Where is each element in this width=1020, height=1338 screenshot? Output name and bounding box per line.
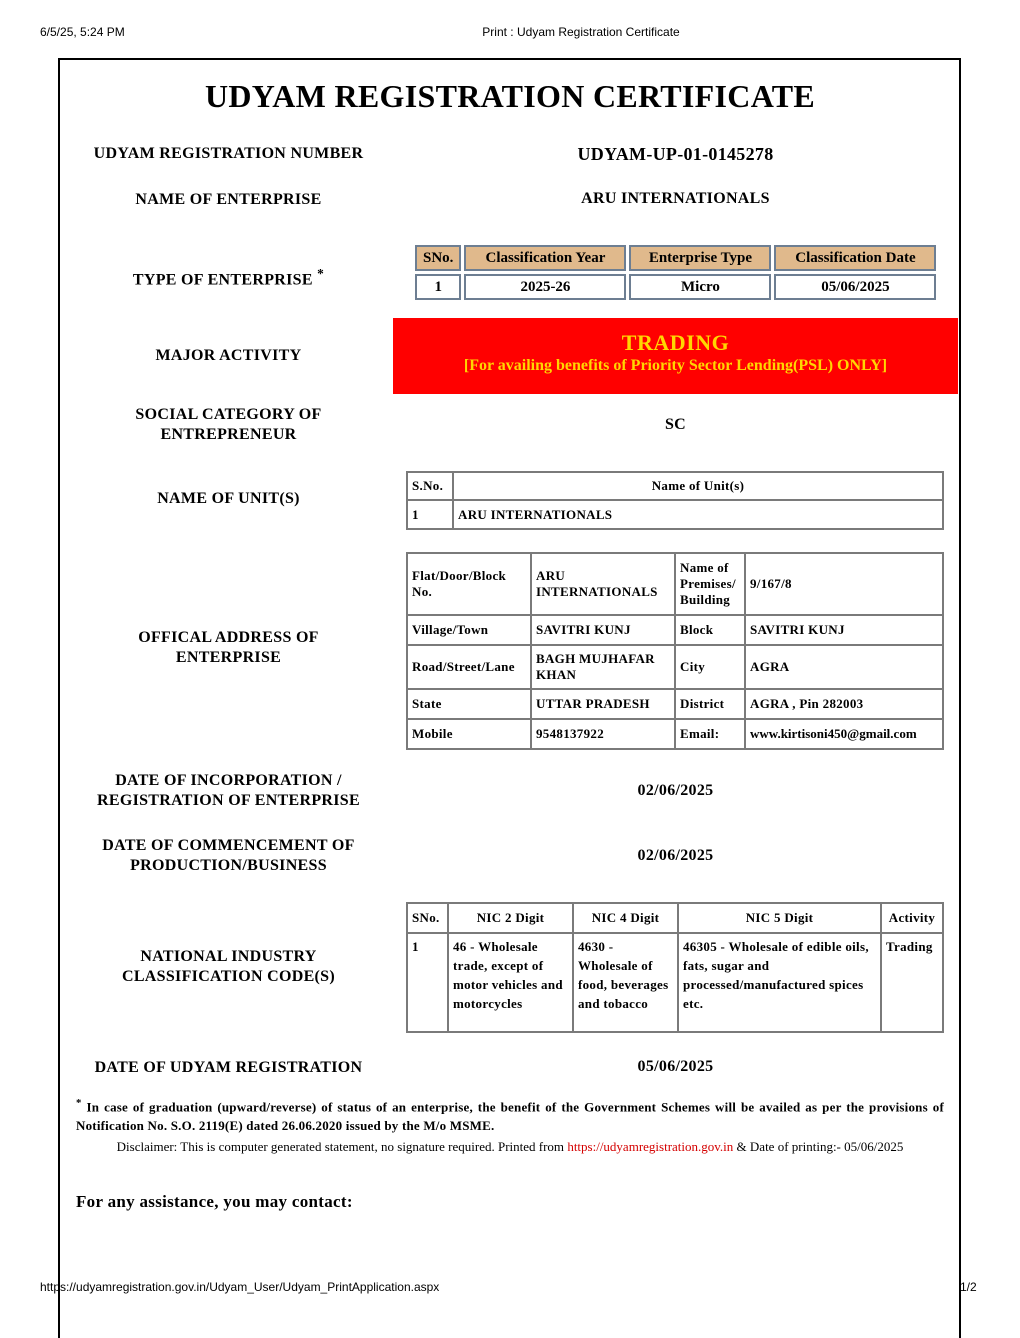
- road-label: Road/Street/Lane: [407, 645, 531, 689]
- units-label: NAME OF UNIT(S): [157, 490, 300, 507]
- address-row: [407, 719, 943, 749]
- unit-sno: 1: [407, 500, 453, 529]
- city-value: AGRA: [745, 645, 943, 689]
- class-header-type: Enterprise Type: [629, 245, 771, 271]
- registration-number: UDYAM-UP-01-0145278: [577, 144, 774, 164]
- address-label: OFFICAL ADDRESS OF ENTERPRISE: [138, 629, 319, 666]
- district-value: AGRA , Pin 282003: [745, 689, 943, 719]
- class-header-date: Classification Date: [774, 245, 936, 271]
- class-enterprise-type: Micro: [629, 274, 771, 300]
- page-url-link[interactable]: https://udyamregistration.gov.in/Udyam_User/Udyam_PrintApplication.aspx: [40, 1280, 440, 1294]
- nic-header-4digit: NIC 4 Digit: [573, 903, 678, 933]
- incorporation-date: 02/06/2025: [637, 782, 714, 799]
- state-value: UTTAR PRADESH: [531, 689, 675, 719]
- nic-2digit: 46 - Wholesale trade, except of motor vehicles and motorcycles: [448, 933, 573, 1032]
- major-activity-label: MAJOR ACTIVITY: [155, 347, 302, 364]
- registration-number-label: UDYAM REGISTRATION NUMBER: [93, 145, 364, 162]
- class-header-sno: SNo.: [415, 245, 461, 271]
- nic-table: [406, 902, 944, 1033]
- disclaimer: Disclaimer: This is computer generated statement, no signature required. Printed from https://udyamregistration.gov.in & Date of printing:- 05/06/2025: [116, 1139, 904, 1154]
- enterprise-type-label: TYPE OF ENTERPRISE *: [132, 266, 325, 289]
- village-value: SAVITRI KUNJ: [531, 615, 675, 645]
- footnote-asterisk: *: [76, 1097, 82, 1109]
- assistance-heading: For any assistance, you may contact:: [76, 1192, 353, 1211]
- certificate-title: UDYAM REGISTRATION CERTIFICATE: [204, 78, 816, 114]
- units-table: [406, 471, 944, 530]
- nic-header-5digit: NIC 5 Digit: [678, 903, 881, 933]
- nic-label: NATIONAL INDUSTRY CLASSIFICATION CODE(S): [121, 948, 335, 985]
- address-table: [406, 552, 944, 750]
- block-label: Block: [675, 615, 745, 645]
- address-row: [407, 553, 943, 615]
- address-row: [407, 615, 943, 645]
- nic-4digit: 4630 - Wholesale of food, beverages and tobacco: [573, 933, 678, 1032]
- classification-row: [415, 274, 936, 300]
- flat-value: ARU INTERNATIONALS: [531, 553, 675, 615]
- udyam-portal-link[interactable]: https://udyamregistration.gov.in: [567, 1139, 734, 1154]
- address-row: [407, 645, 943, 689]
- social-category-label: SOCIAL CATEGORY OF ENTREPRENEUR: [135, 406, 322, 443]
- print-title: Print : Udyam Registration Certificate: [482, 25, 680, 39]
- premises-value: 9/167/8: [745, 553, 943, 615]
- major-activity-note: [For availing benefits of Priority Sector Lending(PSL) ONLY]: [463, 357, 888, 374]
- class-header-year: Classification Year: [464, 245, 626, 271]
- unit-name: ARU INTERNATIONALS: [453, 500, 943, 529]
- class-year: 2025-26: [464, 274, 626, 300]
- classification-table: [412, 242, 939, 303]
- village-label: Village/Town: [407, 615, 531, 645]
- mobile-label: Mobile: [407, 719, 531, 749]
- graduation-footnote: * In case of graduation (upward/reverse) of status of an enterprise, the benefit of the Government Schemes will be availed as per the provisions of Notification No. S.O. 2119(E) dated 26.06.2020 issued by the M/o MSME.: [76, 1097, 945, 1134]
- address-row: [407, 689, 943, 719]
- nic-5digit: 46305 - Wholesale of edible oils, fats, sugar and processed/manufactured spices etc.: [678, 933, 881, 1032]
- commencement-label: DATE OF COMMENCEMENT OF PRODUCTION/BUSINESS: [102, 837, 355, 874]
- enterprise-name-label: NAME OF ENTERPRISE: [135, 191, 322, 208]
- social-category: SC: [664, 416, 687, 433]
- class-date: 05/06/2025: [774, 274, 936, 300]
- flat-label: Flat/Door/Block No.: [407, 553, 531, 615]
- units-header-name: Name of Unit(s): [453, 472, 943, 500]
- premises-label: Name of Premises/ Building: [675, 553, 745, 615]
- nic-header-2digit: NIC 2 Digit: [448, 903, 573, 933]
- email-label: Email:: [675, 719, 745, 749]
- type-asterisk: *: [317, 266, 325, 281]
- class-sno: 1: [415, 274, 461, 300]
- major-activity: TRADING: [621, 330, 730, 355]
- nic-header-activity: Activity: [881, 903, 943, 933]
- road-value: BAGH MUJHAFAR KHAN: [531, 645, 675, 689]
- print-datetime: 6/5/25, 5:24 PM: [40, 25, 125, 39]
- email-value: www.kirtisoni450@gmail.com: [745, 719, 943, 749]
- city-label: City: [675, 645, 745, 689]
- major-activity-banner: [393, 318, 958, 394]
- table-row: [407, 933, 943, 1032]
- udyam-date: 05/06/2025: [637, 1058, 714, 1075]
- block-value: SAVITRI KUNJ: [745, 615, 943, 645]
- nic-header-sno: SNo.: [407, 903, 448, 933]
- nic-activity: Trading: [881, 933, 943, 1032]
- page-number: 1/2: [960, 1280, 977, 1294]
- enterprise-name: ARU INTERNATIONALS: [581, 190, 770, 207]
- state-label: State: [407, 689, 531, 719]
- units-header-sno: S.No.: [407, 472, 453, 500]
- mobile-value: 9548137922: [531, 719, 675, 749]
- nic-sno: 1: [407, 933, 448, 1032]
- commencement-date: 02/06/2025: [637, 847, 714, 864]
- udyam-date-label: DATE OF UDYAM REGISTRATION: [94, 1059, 363, 1076]
- district-label: District: [675, 689, 745, 719]
- table-row: [407, 500, 943, 529]
- incorporation-label: DATE OF INCORPORATION / REGISTRATION OF ENTERPRISE: [97, 772, 360, 809]
